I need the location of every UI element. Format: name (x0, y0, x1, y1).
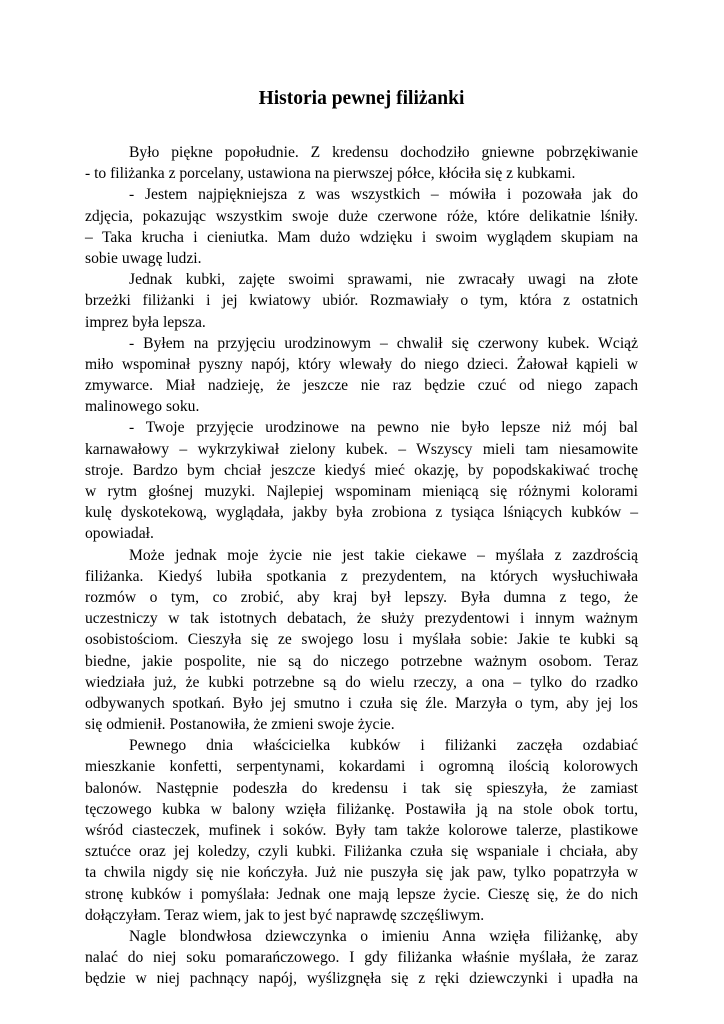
document-title: Historia pewnej filiżanki (258, 88, 465, 109)
text-line: karnawałowy – wykrzykiwał zielony kubek. – Wszyscy mieli tam niesamowite (85, 440, 638, 458)
text-line: opowiadał. (85, 525, 154, 543)
text-line: malinowego soku. (85, 398, 200, 416)
text-line: Jednak kubki, zajęte swoimi sprawami, nie zwracały uwagi na złote (129, 271, 638, 289)
text-line: - Jestem najpiękniejsza z was wszystkich – mówiła i pozowała jak do (129, 186, 638, 204)
text-line: osobistościom. Cieszyła się ze swojego losu i myślała sobie: Jakie te kubki są (85, 631, 638, 649)
text-line: odbywanych spotkań. Było jej smutno i czuła się źle. Marzyła o tym, aby jej los (85, 694, 638, 712)
text-line: - Byłem na przyjęciu urodzinowym – chwalił się czerwony kubek. Wciąż (129, 334, 638, 352)
text-line: uczestniczy w tak istotnych debatach, że służy prezydentowi i innym ważnym (85, 610, 638, 628)
text-line: ta chwila nigdy się nie kończyła. Już nie puszyła się jak paw, tylko popatrzyła w (85, 864, 638, 882)
text-line: się odmienił. Postanowiła, że zmieni swoje życie. (85, 716, 395, 734)
text-line: wśród ciasteczek, mufinek i soków. Były tam także kolorowe talerze, plastikowe (85, 822, 638, 839)
text-line: rozmów o tym, co zrobić, aby kraj był lepszy. Była dumna z tego, że (85, 588, 638, 606)
text-line: mieszkanie konfetti, serpentynami, kokardami i ogromną ilością kolorowych (85, 758, 638, 776)
text-line: Było piękne popołudnie. Z kredensu dochodziło gniewne pobrzękiwanie (129, 144, 638, 161)
text-line: kulę dyskotekową, wyglądała, jakby była zrobiona z tysiąca lśniących kubków – (85, 504, 638, 522)
text-line: stroje. Bardzo bym chciał jeszcze kiedyś mieć okazję, by popodskakiwać trochę (85, 461, 638, 479)
text-line: balonów. Następnie podeszła do kredensu i tak się spieszyła, że zamiast (85, 779, 638, 797)
text-line: Pewnego dnia właścicielka kubków i filiżanki zaczęła ozdabiać (129, 737, 638, 755)
text-line: nalać do niej soku pomarańczowego. I gdy filiżanka właśnie myślała, że zaraz (85, 949, 638, 967)
text-line: brzeżki filiżanki i jej kwiatowy ubiór. Rozmawiały o tym, która z ostatnich (85, 292, 638, 310)
text-line: tęczowego kubka w balony wzięła filiżankę. Postawiła ją na stole obok tortu, (85, 800, 638, 818)
text-line: Nagle blondwłosa dziewczynka o imieniu Anna wzięła filiżankę, aby (129, 927, 638, 945)
text-line: sobie uwagę ludzi. (85, 249, 202, 267)
text-line: stronę kubków i pomyślała: Jednak one mają lepsze życie. Cieszę się, że do nich (85, 885, 638, 903)
text-line: Może jednak moje życie nie jest takie ciekawe – myślała z zazdrością (129, 546, 638, 564)
text-line: - Twoje przyjęcie urodzinowe na pewno nie było lepsze niż mój bal (129, 419, 638, 437)
document-body (85, 142, 638, 990)
text-line: wiedziała już, że kubki potrzebne są do wielu rzeczy, a ona – tylko do rzadko (85, 673, 638, 691)
text-line: – Taka krucha i cieniutka. Mam dużo wdzięku i swoim wyglądem skupiam na (85, 228, 638, 246)
text-line: zmywarce. Miał nadzieję, że jeszcze nie raz będzie czuć od niego zapach (85, 377, 638, 395)
text-line: - to filiżanka z porcelany, ustawiona na pierwszej półce, kłóciła się z kubkami. (85, 165, 576, 183)
text-line: biedne, jakie pospolite, nie są do niczego potrzebne ważnym osobom. Teraz (85, 652, 638, 670)
text-line: sztućce oraz jej koledzy, czyli kubki. Filiżanka czuła się wspaniale i chciała, aby (85, 843, 638, 861)
text-line: będzie w niej pachnący napój, wyślizgnęła się z ręki dziewczynki i upadła na (85, 970, 638, 988)
text-line: filiżanka. Kiedyś lubiła spotkania z prezydentem, na których wysłuchiwała (85, 567, 638, 585)
text-line: zdjęcia, pokazując wszystkim swoje duże czerwone róże, które delikatnie lśniły. (85, 207, 638, 225)
text-line: miło wspominał pyszny napój, który wlewały do niego dzieci. Żałował kąpieli w (85, 355, 638, 373)
document-page (85, 86, 638, 990)
text-line: dołączyłam. Teraz wiem, jak to jest być naprawdę szczęśliwym. (85, 906, 485, 924)
text-line: imprez była lepsza. (85, 313, 206, 331)
text-line: w rytm głośnej muzyki. Najlepiej wspominam mieniącą się różnymi kolorami (85, 483, 638, 500)
